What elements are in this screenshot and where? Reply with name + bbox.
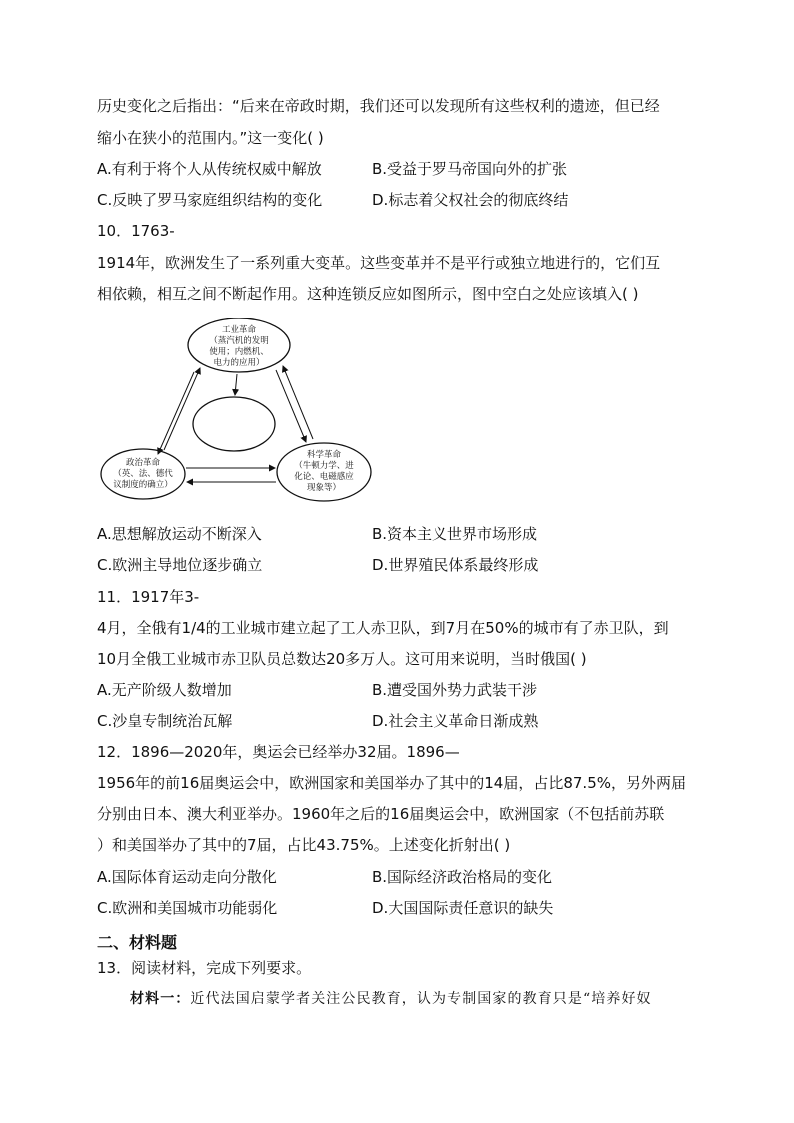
material-label: 材料一： xyxy=(130,991,191,1007)
q12-number: 12．1896—2020年，奥运会已经举办32届。1896— xyxy=(97,743,460,761)
section-title: 二、材料题 xyxy=(97,933,178,952)
q12-option-c: C.欧洲和美国城市功能弱化 xyxy=(97,899,278,917)
right-node-title: 科学革命 xyxy=(306,450,342,460)
q10-option-a: A.思想解放运动不断深入 xyxy=(97,525,262,543)
q11-number: 11．1917年3- xyxy=(97,588,200,606)
q10-option-b: B.资本主义世界市场形成 xyxy=(372,525,538,543)
q12-text-line3: 分别由日本、澳大利亚举办。1960年之后的16届奥运会中，欧洲国家（不包括前苏联 xyxy=(97,805,665,823)
top-node-line3: 使用；内燃机、 xyxy=(209,347,269,357)
q9-text-line1: 历史变化之后指出：“后来在帝政时期，我们还可以发现所有这些权利的遗迹，但已经 xyxy=(97,97,660,115)
q11-text-line2: 4月，全俄有1/4的工业城市建立起了工人赤卫队，到7月在50%的城市有了赤卫队，到 xyxy=(97,619,669,637)
q10-option-d: D.世界殖民体系最终形成 xyxy=(372,556,539,574)
arrow-top-to-right xyxy=(276,370,306,442)
q10-text-line2: 1914年，欧洲发生了一系列重大变革。这些变革并不是平行或独立地进行的，它们互 xyxy=(97,254,661,272)
right-node-line3: 化论、电磁感应 xyxy=(294,472,354,482)
q9-option-a: A.有利于将个人从传统权威中解放 xyxy=(97,160,322,178)
q10-number: 10．1763- xyxy=(97,222,175,240)
left-node-title: 政治革命 xyxy=(125,458,161,468)
top-node-line4: 电力的应用） xyxy=(213,358,265,368)
q11-text-line3: 10月全俄工业城市赤卫队员总数达20多万人。这可用来说明，当时俄国( ) xyxy=(97,650,587,668)
q12-option-b: B.国际经济政治格局的变化 xyxy=(372,868,553,886)
arrow-left-to-top xyxy=(164,368,200,450)
top-node-title: 工业革命 xyxy=(221,325,257,335)
revolution-cycle-diagram xyxy=(100,318,390,508)
q12-option-a: A.国际体育运动走向分散化 xyxy=(97,868,277,886)
right-node-line2: （牛顿力学、进 xyxy=(294,461,354,471)
q9-text-line2: 缩小在狭小的范围内。”这一变化( ) xyxy=(97,129,324,147)
material-text: 近代法国启蒙学者关注公民教育，认为专制国家的教育只是“培养好奴 xyxy=(190,991,652,1007)
left-node-line2: （英、法、德代 xyxy=(113,469,173,479)
q10-text-line3: 相依赖，相互之间不断起作用。这种连锁反应如图所示，图中空白之处应该填入( ) xyxy=(97,285,639,303)
material-one xyxy=(130,989,652,1009)
q11-option-c: C.沙皇专制统治瓦解 xyxy=(97,712,233,730)
q12-option-d: D.大国国际责任意识的缺失 xyxy=(372,899,554,917)
q9-option-c: C.反映了罗马家庭组织结构的变化 xyxy=(97,191,323,209)
q9-option-b: B.受益于罗马帝国向外的扩张 xyxy=(372,160,568,178)
q12-text-line2: 1956年的前16届奥运会中，欧洲国家和美国举办了其中的14届，占比87.5%，另外两届 xyxy=(97,774,687,792)
arrow-top-to-center xyxy=(235,374,237,395)
q13-prompt: 13．阅读材料，完成下列要求。 xyxy=(97,959,312,977)
left-node-line3: 议制度的确立） xyxy=(113,480,173,490)
right-node-line4: 现象等） xyxy=(306,483,342,493)
q9-option-d: D.标志着父权社会的彻底终结 xyxy=(372,191,569,209)
q11-option-a: A.无产阶级人数增加 xyxy=(97,681,232,699)
top-node-line2: （蒸汽机的发明 xyxy=(209,336,269,346)
arrow-right-to-top xyxy=(283,366,313,439)
blank-center-node xyxy=(193,397,275,451)
q11-option-b: B.遭受国外势力武装干涉 xyxy=(372,681,538,699)
q10-option-c: C.欧洲主导地位逐步确立 xyxy=(97,556,263,574)
q11-option-d: D.社会主义革命日渐成熟 xyxy=(372,712,539,730)
arrow-top-to-left xyxy=(158,372,194,454)
q12-text-line4: ）和美国举办了其中的7届，占比43.75%。上述变化折射出( ) xyxy=(97,836,511,854)
